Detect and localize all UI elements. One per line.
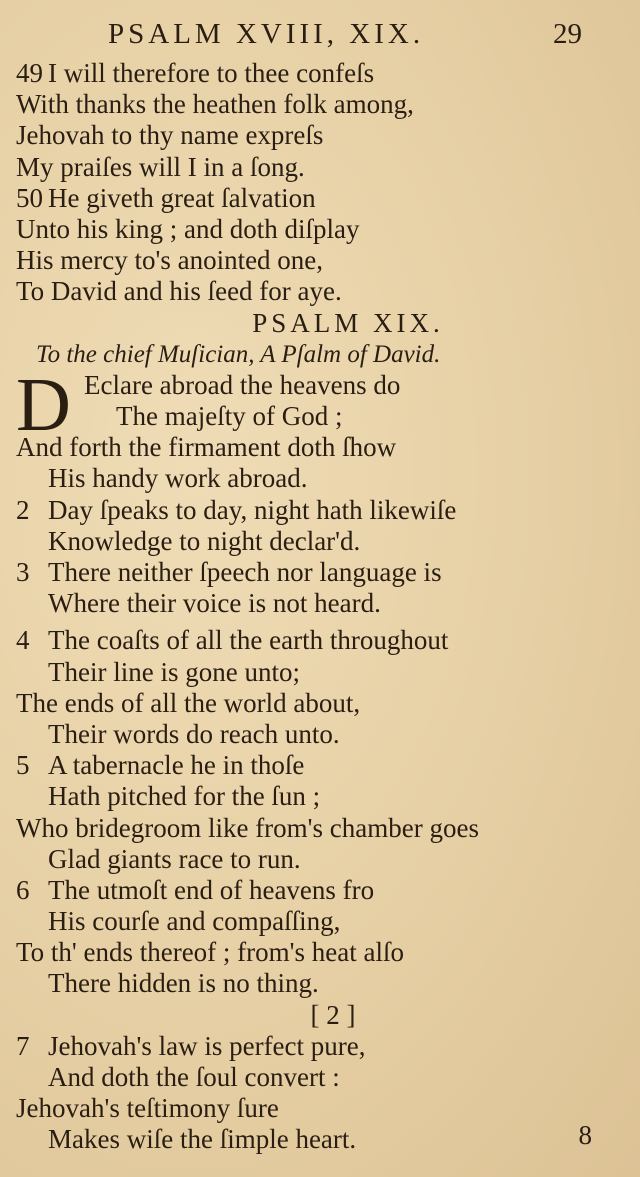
verse-line: To David and his ſeed for aye. [16,276,342,307]
verse-line: 49 I will therefore to thee confeſs [16,58,375,88]
verse-line: 50 He giveth great ſalvation [16,182,316,213]
verse-number: 2 [16,494,30,525]
verse-line: 6 The utmoſt end of heavens fro [16,874,375,905]
verse-line: His courſe and compaſſing, [48,906,341,937]
verse-line: Jehovah to thy name expreſs [16,120,324,151]
verse-line: Their line is gone unto; [48,656,300,687]
verse-line: The ends of all the world about, [16,687,361,718]
verse-line: Knowledge to night declar'd. [48,525,361,556]
verse-line: Where their voice is not heard. [48,588,381,619]
running-head: PSALM XVIII, XIX. [108,18,425,50]
verse-line: 7 Jehovah's law is perfect pure, [16,1030,366,1061]
gathering-signature: 8 [578,1120,592,1150]
verse-line: 2 Day ſpeaks to day, night hath likewiſe [16,494,457,525]
verse-line: Glad giants race to run. [48,843,301,874]
verse-line: The majeſty of God ; [116,401,343,432]
verse-line: 5 A tabernacle he in thoſe [16,750,305,781]
verse-line: His mercy to's anointed one, [16,245,324,276]
verse-number: 3 [16,557,30,587]
verse-line: Unto his king ; and doth diſplay [16,213,360,244]
verse-number: 6 [16,874,30,905]
verse-line: Makes wiſe the ſimple heart. [48,1124,357,1155]
psalm-subtitle: To the chief Muſician, A Pſalm of David. [36,340,441,368]
verse-line: 3 There neither ſpeech nor language is [16,557,442,587]
verse-line: Jehovah's teſtimony ſure [16,1093,279,1124]
verse-line: And forth the firmament doth ſhow [16,432,397,463]
verse-line: With thanks the heathen folk among, [16,89,414,120]
verse-line: Hath pitched for the ſun ; [48,781,321,812]
verse-number: 4 [16,625,30,656]
verse-line: 4 The coaſts of all the earth throughout [16,625,449,656]
page-header [0,18,640,58]
signature-mark: [ 2 ] [310,999,356,1030]
verse-number: 5 [16,750,30,781]
verse-number: 49 [16,58,43,88]
verse-number: 50 [16,182,43,213]
verse-line: To th' ends thereof ; from's heat alſo [16,937,404,968]
psalm-title: PSALM XIX. [252,307,444,338]
verse-line: D Eclare abroad the heavens do [16,362,401,447]
verse-number: 7 [16,1030,30,1061]
verse-line: There hidden is no thing. [48,968,319,999]
psalm-text [16,58,620,1156]
drop-cap: D [16,362,71,447]
verse-line: His handy work abroad. [48,463,308,494]
page-number: 29 [553,18,582,50]
verse-line: Their words do reach unto. [48,718,340,749]
verse-line: My praiſes will I in a ſong. [16,151,305,182]
verse-line: And doth the ſoul convert : [48,1062,340,1092]
verse-line: Who bridegroom like from's chamber goes [16,812,479,843]
